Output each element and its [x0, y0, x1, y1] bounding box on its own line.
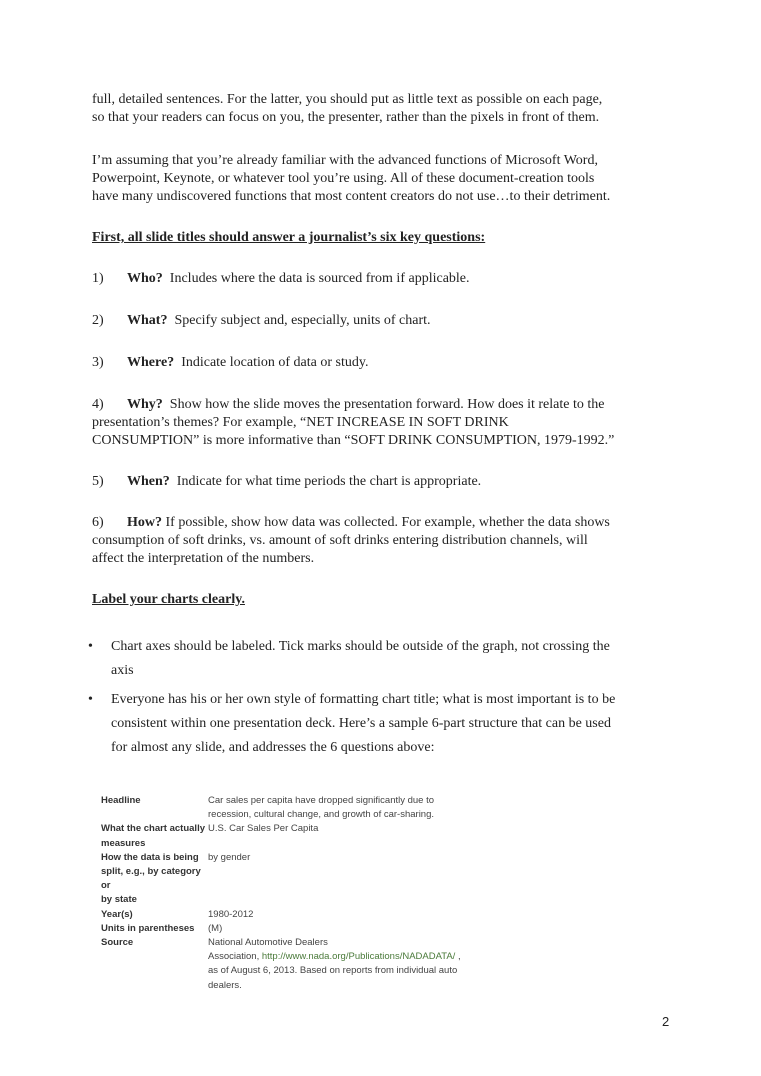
- sample-label: Year(s): [101, 908, 133, 920]
- sample-label: What the chart actually measures: [101, 823, 205, 849]
- item-text: If possible, show how data was collected. For example, whether the data shows: [165, 515, 610, 530]
- bullet-icon: •: [88, 639, 93, 654]
- item-term: Why?: [127, 397, 163, 412]
- question-item-2: [92, 312, 672, 330]
- question-item-3: [92, 354, 672, 372]
- sample-label: How the data is being split, e.g., by category or by state: [101, 851, 201, 906]
- item-number: 3): [92, 355, 104, 370]
- question-item-4: [92, 396, 672, 450]
- sample-label: Headline: [101, 795, 141, 806]
- sample-row-measures: [101, 822, 501, 850]
- item-number: 5): [92, 474, 104, 489]
- bullet-item-2: [111, 688, 671, 760]
- text-line: I’m assuming that you’re already familiar with the advanced functions of Microsoft Word,: [92, 153, 598, 168]
- sample-value: U.S. Car Sales Per Capita: [208, 823, 319, 835]
- text-line: for almost any slide, and addresses the 6 questions above:: [111, 740, 435, 755]
- text-line: Chart axes should be labeled. Tick marks should be outside of the graph, not crossing the: [111, 639, 610, 654]
- question-item-6: [92, 514, 672, 568]
- item-text: CONSUMPTION” is more informative than “SOFT DRINK CONSUMPTION, 1979-1992.”: [92, 433, 615, 448]
- item-text: Includes where the data is sourced from if applicable.: [169, 271, 470, 286]
- source-link[interactable]: http://www.nada.org/Publications/NADADATA/: [261, 951, 456, 963]
- item-text: consumption of soft drinks, vs. amount of soft drinks entering distribution channels, will: [92, 533, 588, 548]
- item-term: What?: [127, 313, 168, 328]
- sample-value: (M): [208, 922, 223, 934]
- text-line: Everyone has his or her own style of formatting chart title; what is most important is to be: [111, 692, 616, 707]
- sample-title-structure: [101, 794, 501, 993]
- text-line: Powerpoint, Keynote, or whatever tool you’re using. All of these document-creation tools: [92, 171, 595, 186]
- question-item-1: [92, 270, 672, 288]
- text-line: have many undiscovered functions that most content creators do not use…to their detriment.: [92, 189, 611, 204]
- item-term: When?: [127, 474, 170, 489]
- text-line: full, detailed sentences. For the latter, you should put as little text as possible on each page,: [92, 92, 603, 107]
- text-line: axis: [111, 663, 134, 678]
- sample-value: 1980-2012: [208, 908, 254, 920]
- section-heading-labels: Label your charts clearly.: [92, 592, 245, 607]
- sample-row-source: [101, 936, 501, 993]
- item-number: 2): [92, 313, 104, 328]
- sample-row-years: [101, 908, 501, 922]
- sample-value: by gender: [208, 851, 251, 863]
- section-heading-questions: First, all slide titles should answer a journalist’s six key questions:: [92, 230, 486, 245]
- item-term: Where?: [127, 355, 175, 370]
- intro-paragraph-2: [92, 152, 672, 206]
- item-text: Indicate location of data or study.: [181, 355, 369, 370]
- sample-label: Units in parentheses: [101, 922, 195, 934]
- sample-row-units: [101, 922, 501, 936]
- item-number: 4): [92, 397, 104, 412]
- text-line: consistent within one presentation deck. Here’s a sample 6-part structure that can be used: [111, 716, 611, 731]
- item-term: How?: [127, 515, 162, 530]
- item-term: Who?: [127, 271, 163, 286]
- page-number: 2: [662, 1014, 670, 1029]
- item-text: presentation’s themes? For example, “NET INCREASE IN SOFT DRINK: [92, 415, 509, 430]
- item-text: Indicate for what time periods the chart is appropriate.: [176, 474, 482, 489]
- item-text: Show how the slide moves the presentation forward. How does it relate to the: [169, 397, 605, 412]
- sample-value: National Automotive Dealers Association, http://www.nada.org/Publications/NADADATA/ , as of August 6, 2013. Based on reports from individual auto dealers.: [208, 937, 461, 991]
- question-item-5: [92, 473, 672, 491]
- bullet-item-1: [111, 635, 671, 683]
- text-line: so that your readers can focus on you, the presenter, rather than the pixels in front of them.: [92, 110, 600, 125]
- bullet-icon: •: [88, 692, 93, 707]
- item-text: Specify subject and, especially, units of chart.: [174, 313, 431, 328]
- item-number: 1): [92, 271, 104, 286]
- item-number: 6): [92, 515, 104, 530]
- item-text: affect the interpretation of the numbers.: [92, 551, 315, 566]
- sample-label: Source: [101, 937, 134, 949]
- intro-paragraph-1: [92, 91, 672, 127]
- sample-value: Car sales per capita have dropped significantly due to recession, cultural change, and growth of car-sharing.: [208, 795, 435, 821]
- sample-row-split: [101, 851, 501, 908]
- sample-row-headline: [101, 794, 501, 822]
